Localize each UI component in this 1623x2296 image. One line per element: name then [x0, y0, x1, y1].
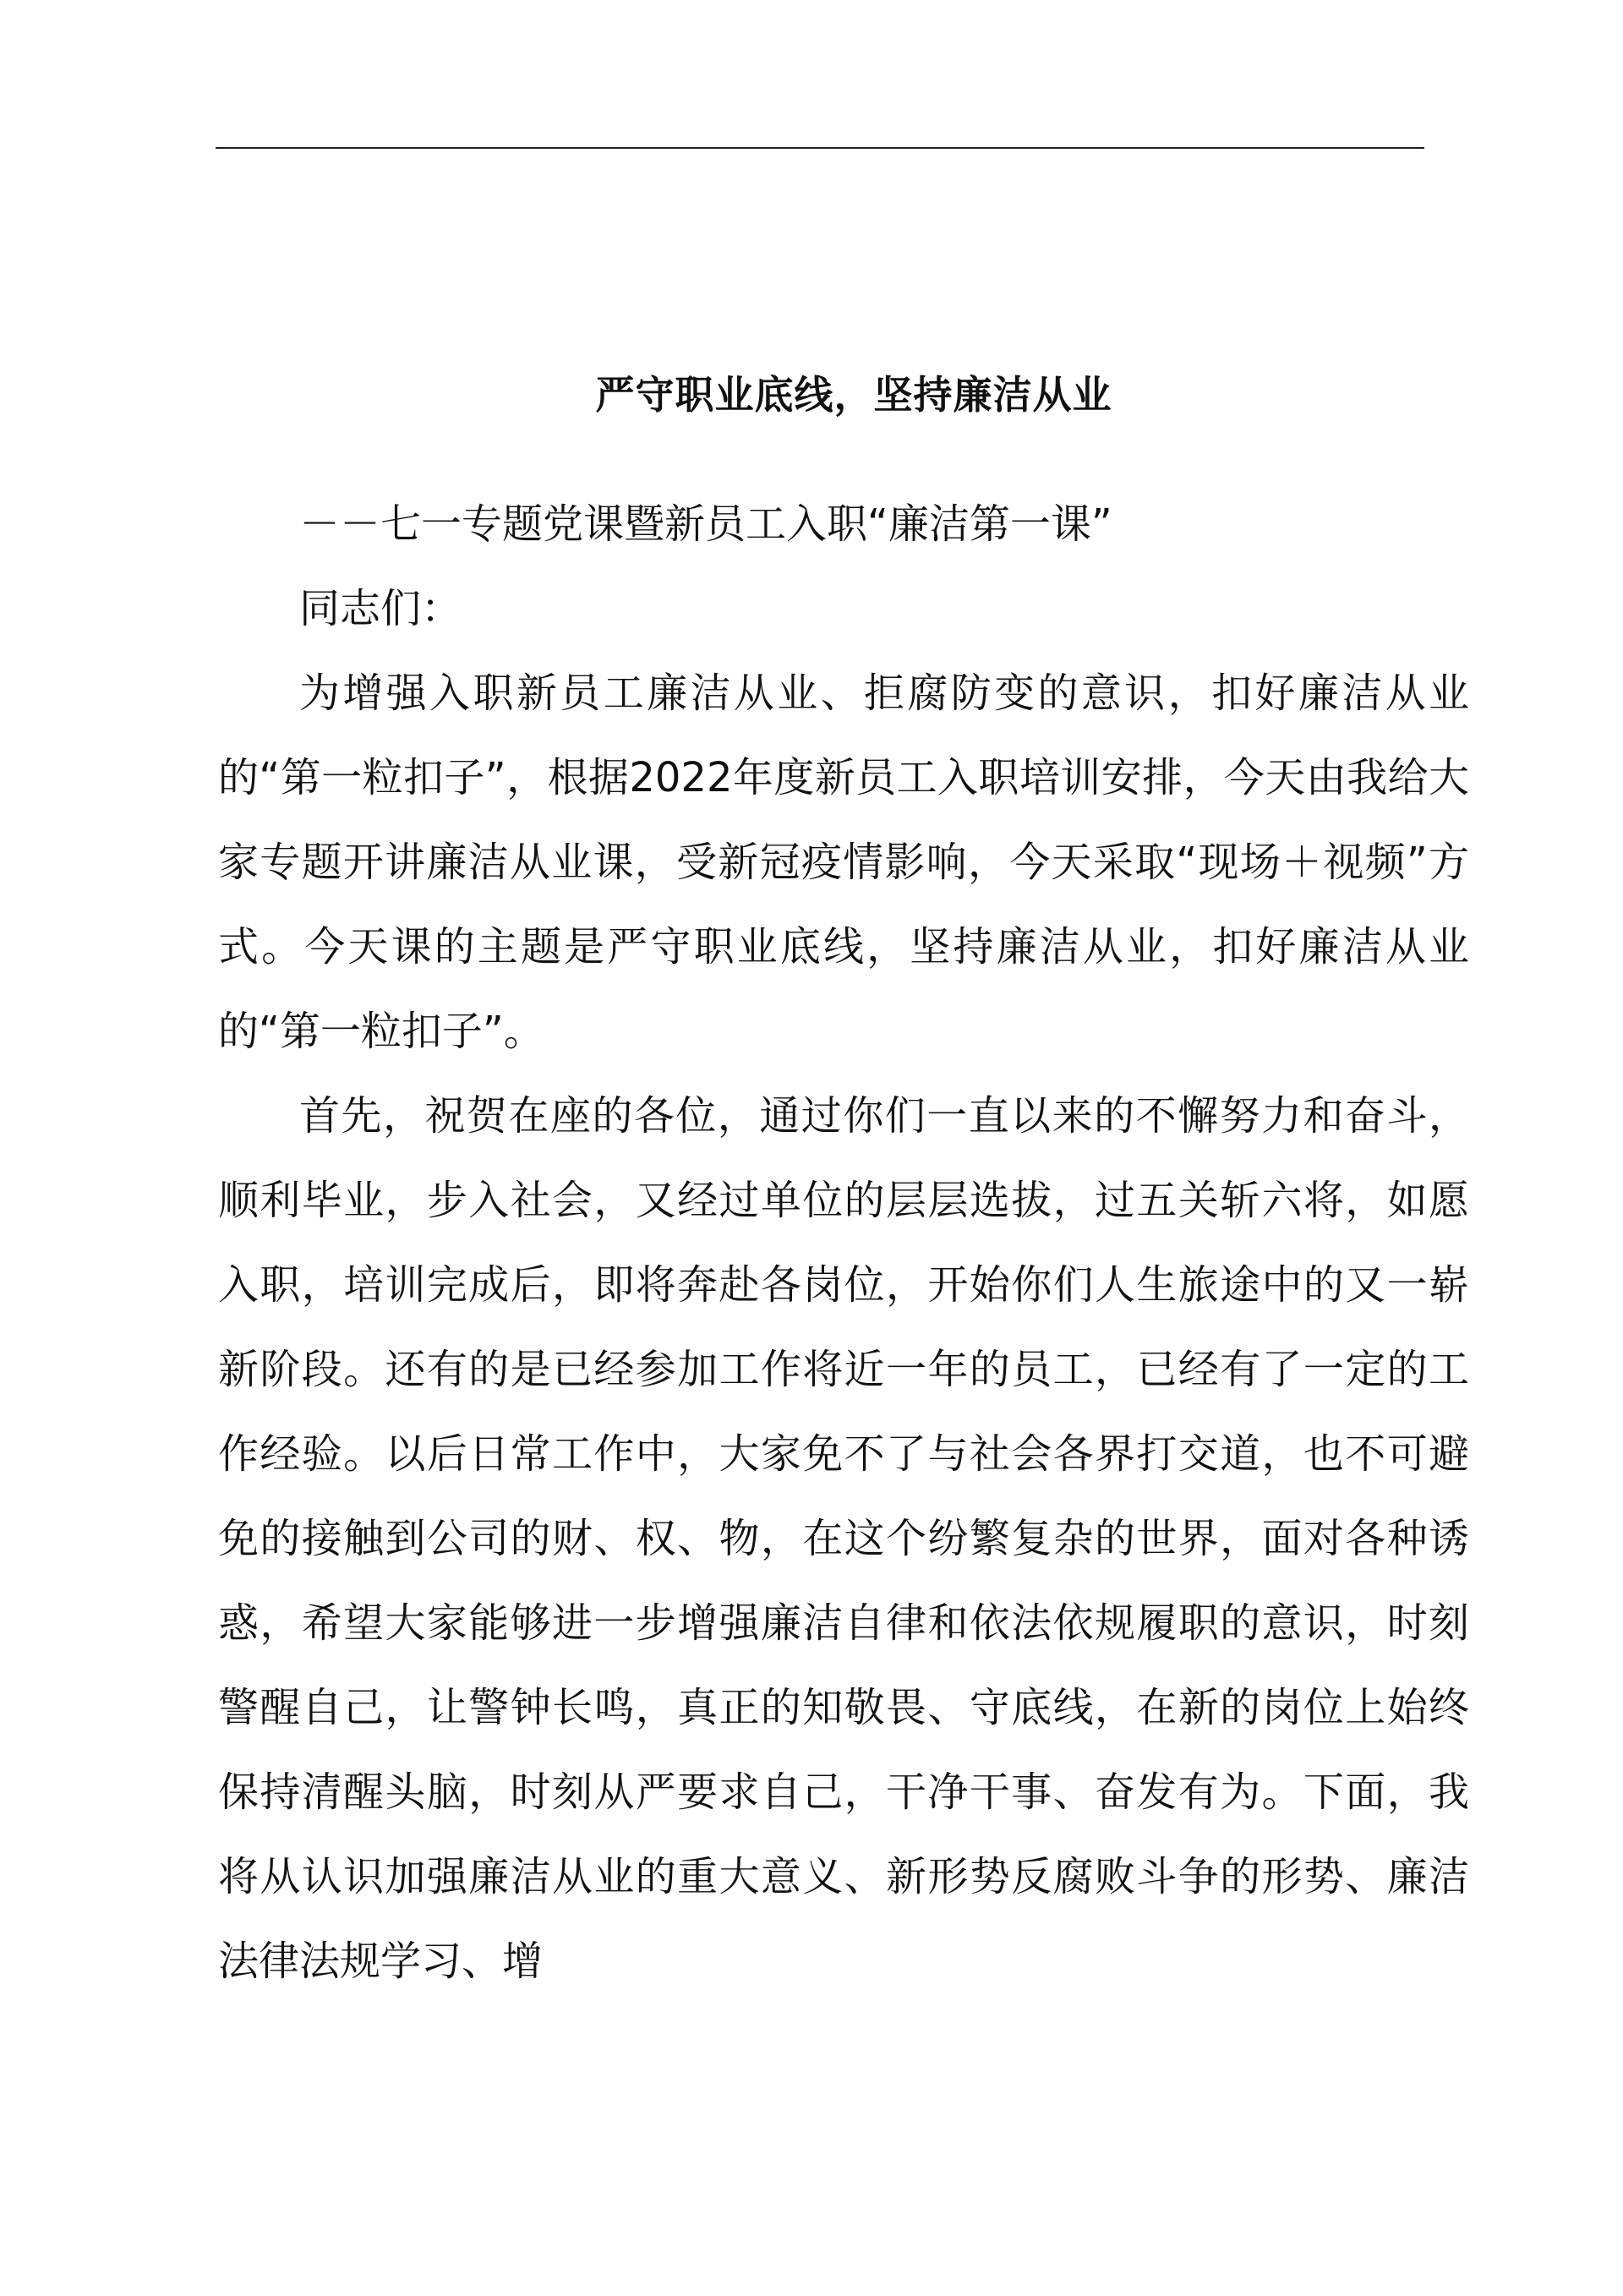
paragraph: 首先，祝贺在座的各位，通过你们一直以来的不懈努力和奋斗，顺利毕业，步入社会，又经过单位的层层选拔，过五关斩六将，如愿入职，培训完成后，即将奔赴各岗位，开始你们人生旅途中的又一崭新阶段。还有的是已经参加工作将近一年的员工，已经有了一定的工作经验。以后日常工作中，大家免不了与社会各界打交道，也不可避免的接触到公司的财、权、物，在这个纷繁复杂的世界，面对各种诱惑，希望大家能够进一步增强廉洁自律和依法依规履职的意识，时刻警醒自己，让警钟长鸣，真正的知敬畏、守底线，在新的岗位上始终保持清醒头脑，时刻从严要求自己，干净干事、奋发有为。下面，我将从认识加强廉洁从业的重大意义、新形势反腐败斗争的形势、廉洁法律法规学习、增 [218, 1092, 1469, 1985]
salutation: 同志们： [299, 585, 462, 632]
document-body [218, 482, 1469, 2004]
header-rule [216, 147, 1424, 149]
paragraph: 为增强入职新员工廉洁从业、拒腐防变的意识，扣好廉洁从业的“第一粒扣子”，根据2022年度新员工入职培训安排，今天由我给大家专题开讲廉洁从业课，受新冠疫情影响，今天采取“现场＋视频”方式。今天课的主题是严守职业底线，坚持廉洁从业，扣好廉洁从业的“第一粒扣子”。 [218, 670, 1469, 1055]
document-subtitle: －－七一专题党课暨新员工入职“廉洁第一课” [299, 500, 1112, 548]
document-title: 严守职业底线，坚持廉洁从业 [595, 372, 1112, 418]
